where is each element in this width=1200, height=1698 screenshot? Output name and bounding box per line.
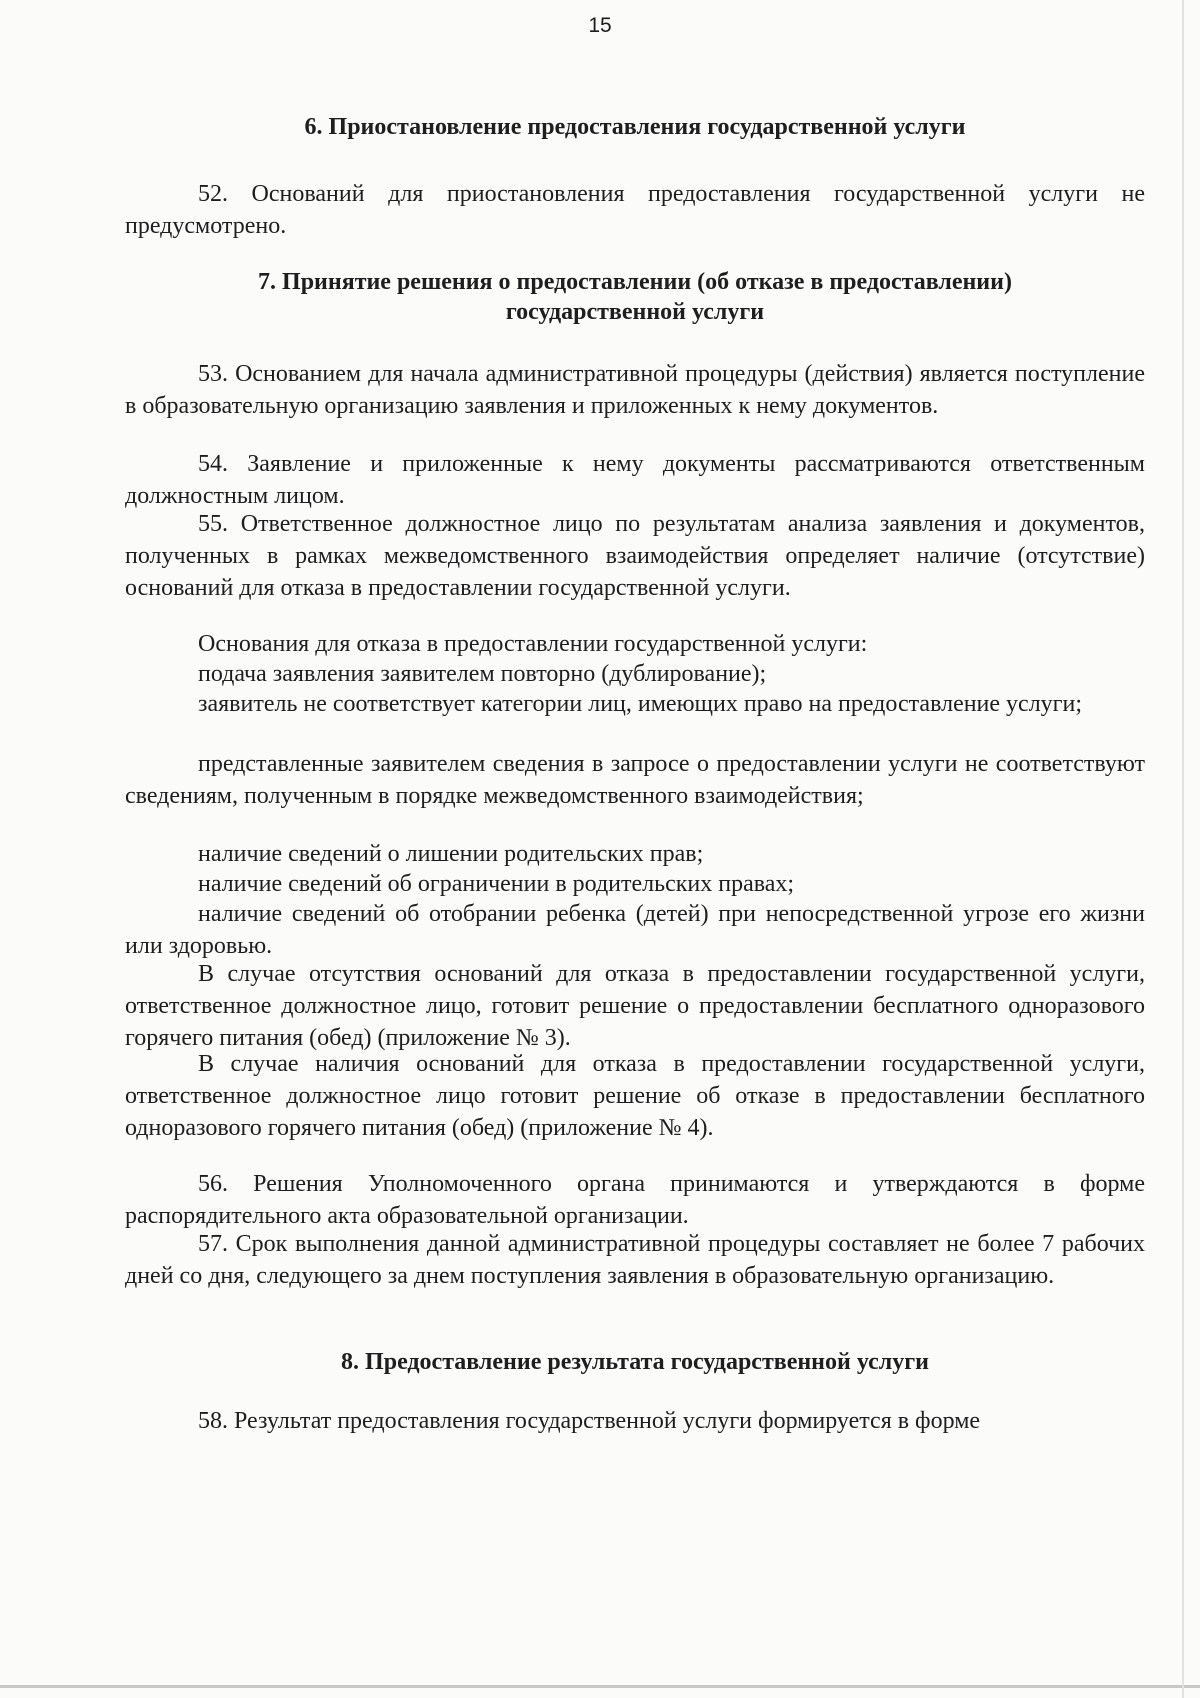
- refusal-ground-1: подача заявления заявителем повторно (дублирование);: [198, 661, 767, 687]
- section-7-heading-line1: 7. Принятие решения о предоставлении (об отказе в предоставлении): [258, 269, 1012, 295]
- paragraph-52: 52. Оснований для приостановления предоставления государственной услуги не предусмотрено.: [125, 181, 1145, 239]
- refusal-ground-2: заявитель не соответствует категории лиц, имеющих право на предоставление услуги;: [198, 691, 1083, 717]
- paragraph-grounds-present: В случае наличия оснований для отказа в предоставлении государственной услуги, ответственное должностное лицо готовит решение об отказе в предоставлении бесплатного одноразового горячего питания (обед) (приложение № 4).: [125, 1051, 1145, 1141]
- paragraph-55: 55. Ответственное должностное лицо по результатам анализа заявления и документов, полученных в рамках межведомственного взаимодействия определяет наличие (отсутствие) оснований для отказа в предоставлении государственной услуги.: [125, 511, 1145, 601]
- refusal-ground-6: наличие сведений об отобрании ребенка (детей) при непосредственной угрозе его жизни или здоровью.: [125, 901, 1145, 959]
- section-8-heading: 8. Предоставление результата государственной услуги: [341, 1349, 929, 1375]
- page-number: 15: [588, 14, 612, 37]
- paragraph-58: 58. Результат предоставления государственной услуги формируется в форме: [198, 1408, 981, 1434]
- section-7-heading-line2: государственной услуги: [505, 299, 765, 325]
- refusal-grounds-intro: Основания для отказа в предоставлении государственной услуги:: [198, 631, 868, 657]
- paragraph-57: 57. Срок выполнения данной административной процедуры составляет не более 7 рабочих дней со дня, следующего за днем поступления заявления в образовательную организацию.: [125, 1231, 1145, 1289]
- paragraph-no-grounds: В случае отсутствия оснований для отказа в предоставлении государственной услуги, ответственное должностное лицо, готовит решение о предоставлении бесплатного одноразового горячего питания (обед) (приложение № 3).: [125, 961, 1145, 1051]
- scan-edge-right: [1182, 0, 1184, 1698]
- paragraph-53: 53. Основанием для начала административной процедуры (действия) является поступление в образовательную организацию заявления и приложенных к нему документов.: [125, 361, 1145, 419]
- refusal-ground-5: наличие сведений об ограничении в родительских правах;: [198, 871, 795, 897]
- paragraph-54: 54. Заявление и приложенные к нему документы рассматриваются ответственным должностным лицом.: [125, 451, 1145, 509]
- refusal-ground-3: представленные заявителем сведения в запросе о предоставлении услуги не соответствуют сведениям, полученным в порядке межведомственного взаимодействия;: [125, 751, 1145, 809]
- scan-edge-bottom: [0, 1685, 1200, 1688]
- section-6-heading: 6. Приостановление предоставления государственной услуги: [304, 114, 966, 140]
- paragraph-56: 56. Решения Уполномоченного органа принимаются и утверждаются в форме распорядительного акта образовательной организации.: [125, 1171, 1145, 1229]
- refusal-ground-4: наличие сведений о лишении родительских прав;: [198, 841, 704, 867]
